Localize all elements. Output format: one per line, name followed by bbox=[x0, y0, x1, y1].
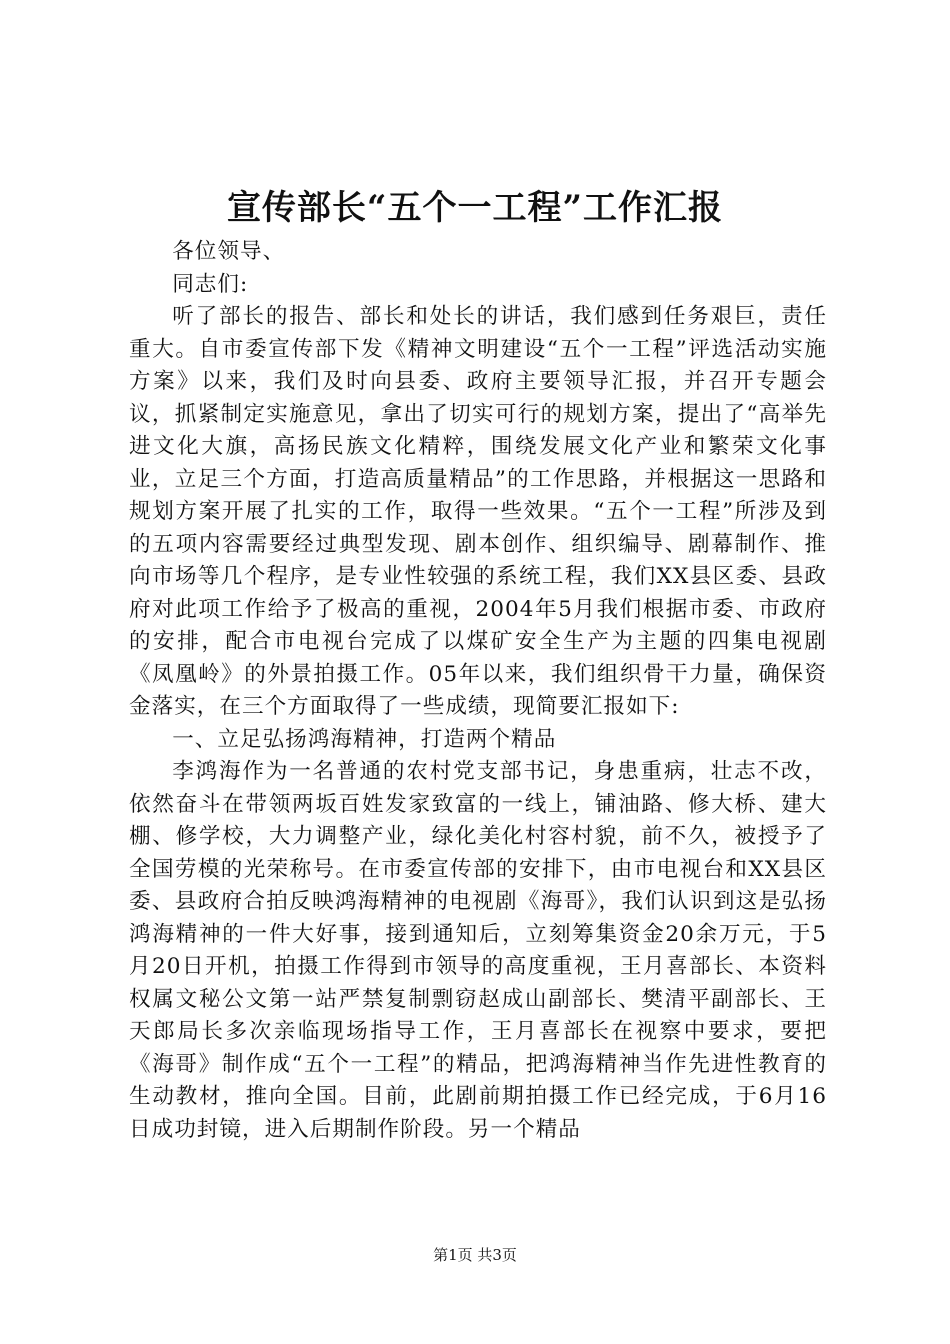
body-paragraph: 听了部长的报告、部长和处长的讲话，我们感到任务艰巨，责任重大。自市委宣传部下发《精神文明建设“五个一工程”评选活动实施方案》以来，我们及时向县委、政府主要领导汇报，并召开专题会议，抓紧制定实施意见，拿出了切实可行的规划方案，提出了“高举先进文化大旗，高扬民族文化精粹，围绕发展文化产业和繁荣文化事业，立足三个方面，打造高质量精品”的工作思路，并根据这一思路和规划方案开展了扎实的工作，取得一些效果。“五个一工程”所涉及到的五项内容需要经过典型发现、剧本创作、组织编导、剧幕制作、推向市场等几个程序，是专业性较强的系统工程，我们XX县区委、县政府对此项工作给予了极高的重视，2004年5月我们根据市委、市政府的安排，配合市电视台完成了以煤矿安全生产为主题的四集电视剧《凤凰岭》的外景拍摄工作。05年以来，我们组织骨干力量，确保资金落实，在三个方面取得了一些成绩，现简要汇报如下: bbox=[129, 304, 827, 719]
section-heading: 一、立足弘扬鸿海精神，打造两个精品 bbox=[172, 726, 557, 752]
document-body bbox=[129, 236, 827, 1146]
body-paragraph: 李鸿海作为一名普通的农村党支部书记，身患重病，壮志不改，依然奋斗在带领两坂百姓发家致富的一线上，铺油路、修大桥、建大棚、修学校，大力调整产业，绿化美化村容村貌，前不久，被授予了全国劳模的光荣称号。在市委宣传部的安排下，由市电视台和XX县区委、县政府合拍反映鸿海精神的电视剧《海哥》，我们认识到这是弘扬鸿海精神的一件大好事，接到通知后，立刻筹集资金20余万元，于5月20日开机，拍摄工作得到市领导的高度重视，王月喜部长、本资料权属文秘公文第一站严禁复制剽窃赵成山副部长、樊清平副部长、王天郎局长多次亲临现场指导工作，王月喜部长在视察中要求，要把《海哥》制作成“五个一工程”的精品，把鸿海精神当作先进性教育的生动教材，推向全国。目前，此剧前期拍摄工作已经完成，于6月16日成功封镜，进入后期制作阶段。另一个精品 bbox=[129, 759, 827, 1142]
salutation-line: 同志们: bbox=[172, 271, 249, 297]
page-number: 第1页 共3页 bbox=[433, 1246, 517, 1264]
document-title: 宣传部长“五个一工程”工作汇报 bbox=[226, 188, 724, 228]
salutation-line: 各位领导、 bbox=[172, 239, 286, 264]
